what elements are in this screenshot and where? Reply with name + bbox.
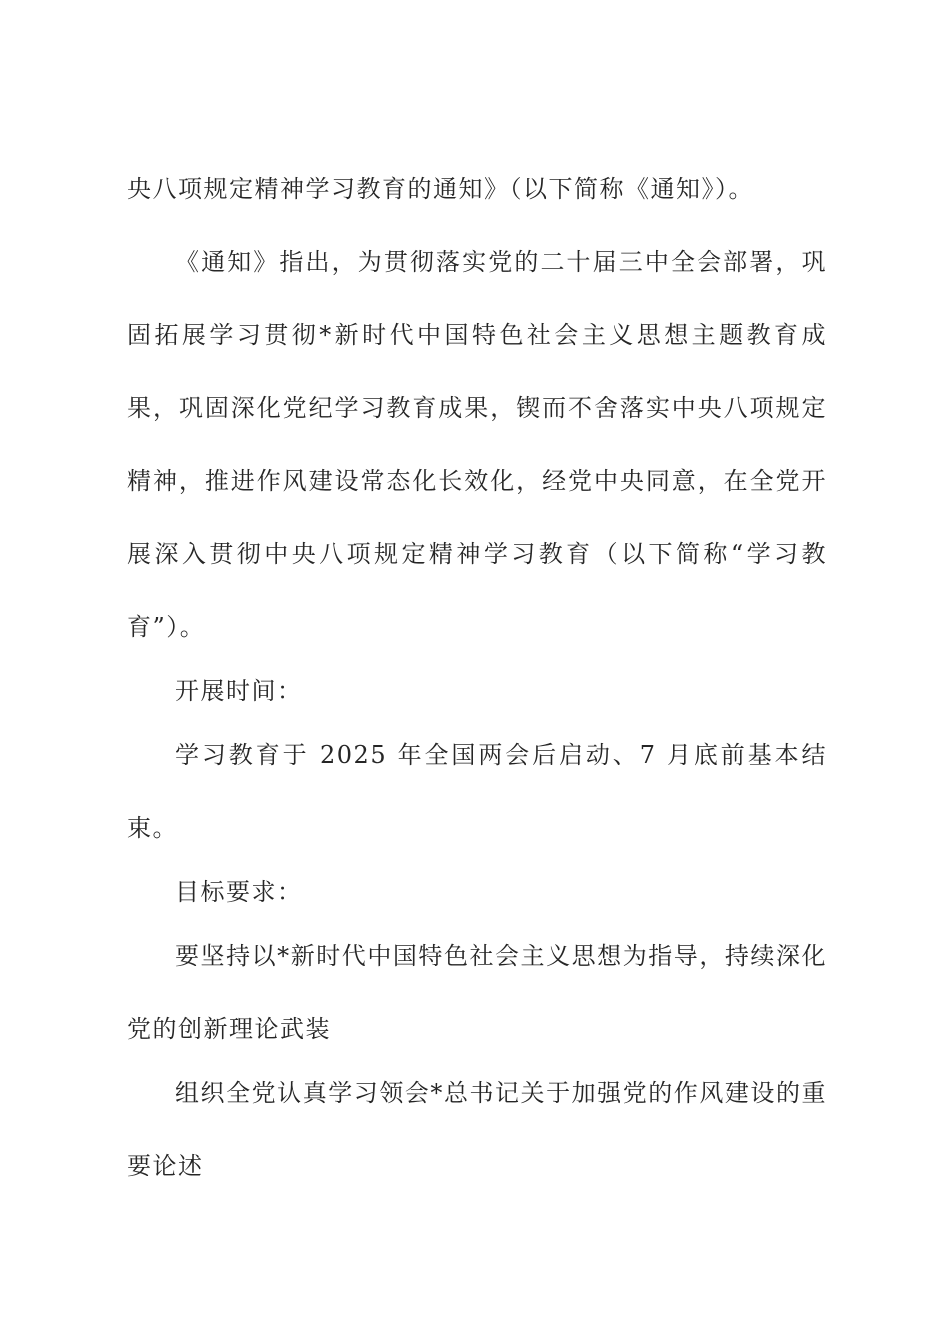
paragraph-goal-detail-1: 要坚持以*新时代中国特色社会主义思想为指导，持续深化党的创新理论武装 — [127, 942, 827, 1043]
paragraph-section-label-goal: 目标要求： — [175, 878, 303, 906]
paragraph-continuation: 央八项规定精神学习教育的通知》（以下简称《通知》）。 — [127, 175, 754, 203]
paragraph-section-label-time: 开展时间： — [175, 677, 303, 705]
paragraph-goal-detail-2: 组织全党认真学习领会*总书记关于加强党的作风建设的重要论述 — [127, 1079, 827, 1180]
paragraph-notice-summary: 《通知》指出，为贯彻落实党的二十届三中全会部署，巩固拓展学习贯彻*新时代中国特色社会主义思想主题教育成果，巩固深化党纪学习教育成果，锲而不舍落实中央八项规定精神，推进作风建设常态化长效化，经党中央同意，在全党开展深入贯彻中央八项规定精神学习教育（以下简称“学习教育”）。 — [127, 248, 827, 641]
paragraph-time-detail: 学习教育于 2025 年全国两会后启动、7 月底前基本结束。 — [127, 741, 827, 842]
